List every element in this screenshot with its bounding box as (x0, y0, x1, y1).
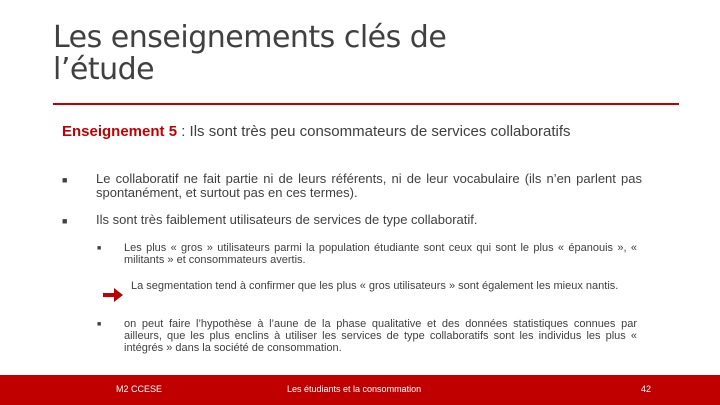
square-bullet-icon: ■ (62, 216, 68, 226)
slide-title (53, 22, 613, 86)
sub-bullet-text-1: Les plus « gros » utilisateurs parmi la population étudiante sont ceux qui sont le plus « épanouis », « militants » et consommateurs avertis. (124, 242, 637, 266)
lesson-heading (62, 123, 637, 140)
square-bullet-icon: ■ (97, 321, 102, 328)
bullet-text-1: Le collaboratif ne fait partie ni de leurs référents, ni de leur vocabulaire (ils n’en parlent pas spontanément, et surtout pas en ces termes). (96, 171, 642, 200)
right-arrow-icon (103, 288, 123, 302)
footer-page-number: 42 (641, 384, 652, 394)
footer-title: Les étudiants et la consommation (287, 384, 422, 394)
slide-title-line-1: Les enseignements clés de (53, 20, 447, 55)
lesson-text: : Ils sont très peu consommateurs de services collaboratifs (181, 123, 571, 140)
square-bullet-icon: ■ (97, 245, 102, 252)
lesson-label: Enseignement 5 (62, 123, 178, 140)
slide-title-line-2: l’étude (53, 52, 155, 87)
segmentation-note: La segmentation tend à confirmer que les plus « gros utilisateurs » sont également les mieux nantis. (131, 280, 619, 292)
title-divider (53, 103, 679, 105)
square-bullet-icon: ■ (62, 175, 68, 185)
footer-bar (0, 375, 720, 405)
sub-bullet-item-2 (97, 318, 637, 354)
bullet-text-2: Ils sont très faiblement utilisateurs de services de type collaboratif. (96, 212, 478, 227)
sub-bullet-text-2: on peut faire l’hypothèse à l’aune de la phase qualitative et des données statistiques connues par ailleurs, que les plus enclins à utiliser les services de type collaboratifs sont les individus les plus « intégrés » dans la société de consommation. (124, 318, 637, 354)
bullet-item-2 (62, 213, 642, 227)
bullet-item-1 (62, 172, 642, 200)
footer-course: M2 CCESE (116, 384, 163, 394)
sub-bullet-item-1 (97, 242, 637, 266)
